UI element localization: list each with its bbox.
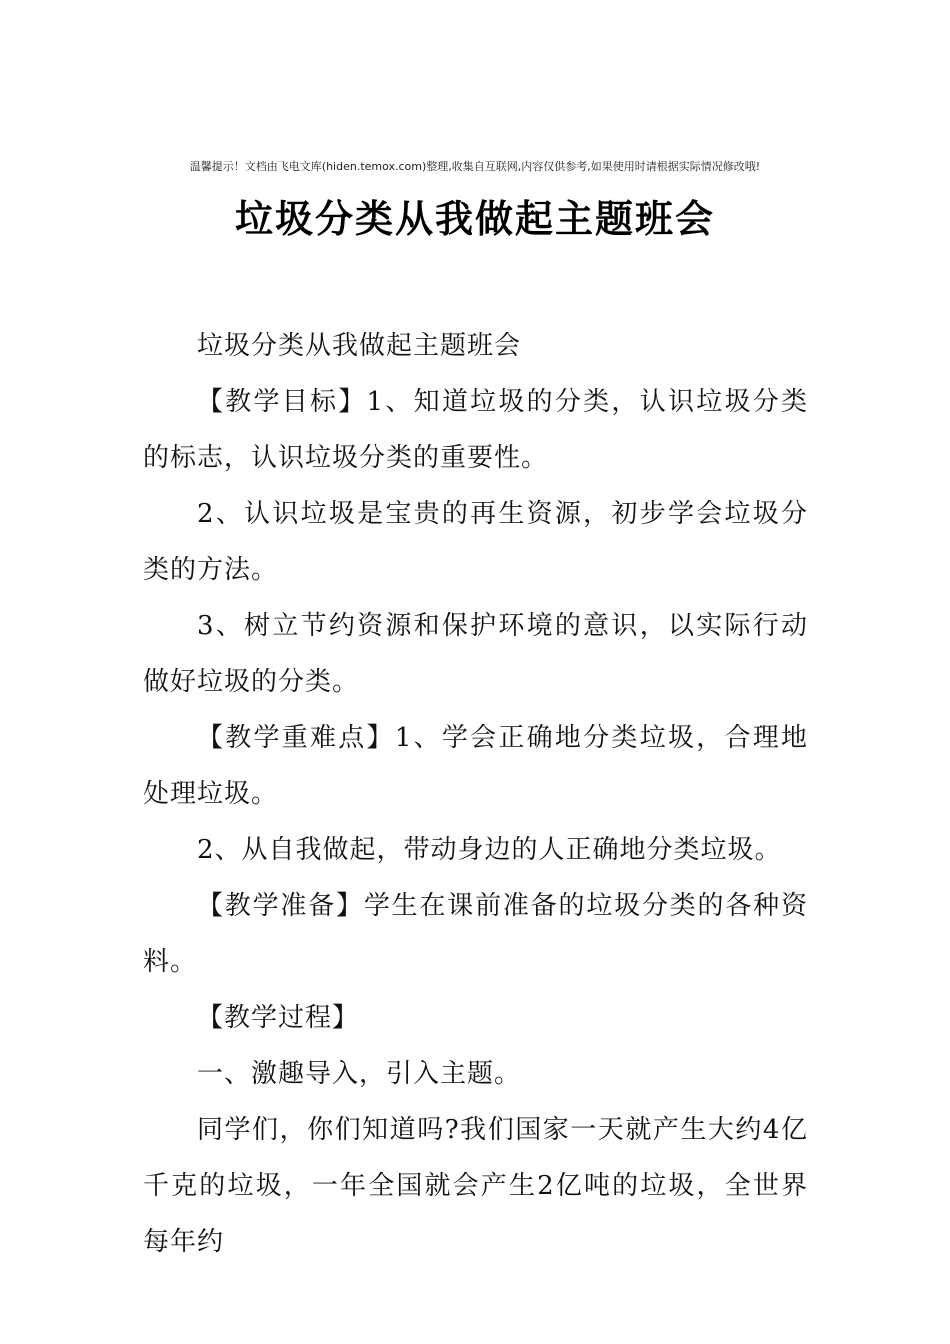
header-notice: 温馨提示！文档由飞电文库(hiden.temox.com)整理,收集自互联网,内容仅供参考,如果使用时请根据实际情况修改哦! — [189, 160, 761, 173]
paragraph-intro-text: 同学们，你们知道吗?我们国家一天就产生大约4亿千克的垃圾，一年全国就会产生2亿吨的垃圾，全世界每年约 — [143, 1115, 808, 1257]
paragraph-key-point-2: 2、从自我做起，带动身边的人正确地分类垃圾。 — [197, 835, 782, 865]
paragraph-process-heading: 【教学过程】 — [197, 1003, 360, 1033]
paragraph-teaching-goal-1: 【教学目标】1、知道垃圾的分类，认识垃圾分类的标志，认识垃圾分类的重要性。 — [143, 387, 808, 473]
paragraph-preparation: 【教学准备】学生在课前准备的垃圾分类的各种资料。 — [143, 891, 808, 977]
paragraph-key-point-1: 【教学重难点】1、学会正确地分类垃圾，合理地处理垃圾。 — [143, 723, 808, 809]
document-body — [143, 318, 808, 1270]
paragraph-teaching-goal-2: 2、认识垃圾是宝贵的再生资源，初步学会垃圾分类的方法。 — [143, 499, 808, 585]
paragraph-teaching-goal-3: 3、树立节约资源和保护环境的意识，以实际行动做好垃圾的分类。 — [143, 611, 808, 697]
paragraph-subtitle: 垃圾分类从我做起主题班会 — [197, 331, 522, 361]
document-title: 垃圾分类从我做起主题班会 — [234, 197, 715, 241]
paragraph-section-one: 一、激趣导入，引入主题。 — [197, 1059, 522, 1089]
